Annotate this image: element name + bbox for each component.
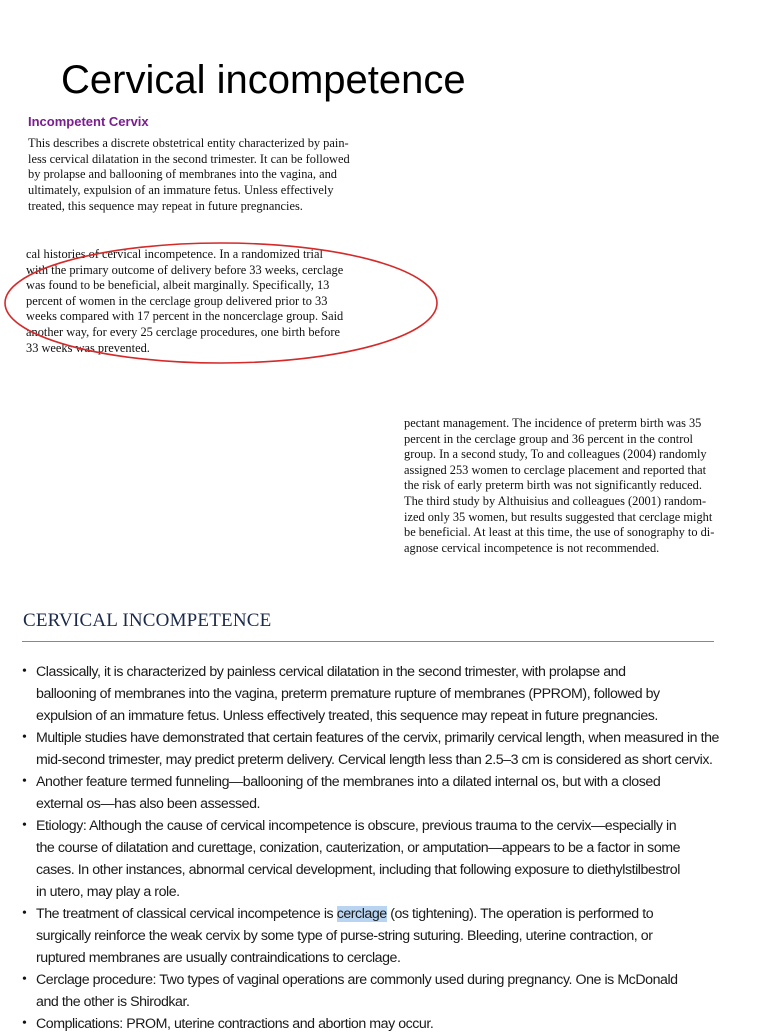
highlighted-term: cerclage [336, 906, 387, 922]
bullet-item [22, 661, 714, 727]
excerpt-line: agnose cervical incompetence is not recommended. [404, 540, 660, 555]
bullet-line: in utero, may play a role. [36, 884, 180, 900]
excerpt-line: The third study by Althuisius and colleagues (2001) random- [404, 493, 707, 508]
excerpt-line: weeks compared with 17 percent in the noncerclage group. Said [26, 309, 344, 324]
bullet-line: surgically reinforce the weak cervix by some type of purse-string suturing. Bleeding, uterine contraction, or [36, 928, 653, 944]
bullet-line: ballooning of membranes into the vagina, preterm premature rupture of membranes (PPROM), followed by [36, 686, 660, 702]
bullet-icon: • [22, 972, 27, 987]
textbook-excerpt-incompetent-cervix [28, 114, 384, 215]
bullet-line: Multiple studies have demonstrated that certain features of the cervix, primarily cervical length, when measured in the [36, 730, 719, 746]
excerpt-line: with the primary outcome of delivery before 33 weeks, cerclage [26, 262, 344, 277]
bullet-icon: • [22, 730, 27, 745]
bullet-line: Complications: PROM, uterine contractions and abortion may occur. [36, 1016, 434, 1032]
bullet-item [22, 771, 714, 815]
excerpt-heading: Incompetent Cervix [28, 114, 149, 129]
bullet-text: The treatment of classical cervical incompetence is [36, 906, 337, 922]
bullet-item [22, 969, 714, 1013]
bullet-line: Classically, it is characterized by painless cervical dilatation in the second trimester, with prolapse and [36, 664, 626, 680]
bullet-line: the course of dilatation and curettage, conization, cauterization, or amputation—appears to be a factor in some [36, 840, 681, 856]
bullet-item [22, 815, 714, 903]
slide-title: Cervical incompetence [61, 58, 466, 102]
section-divider [22, 641, 714, 642]
excerpt-line: ultimately, expulsion of an immature fetus. Unless effectively [28, 183, 334, 198]
excerpt-line: was found to be beneficial, albeit marginally. Specifically, 13 [26, 278, 330, 293]
excerpt-line: treated, this sequence may repeat in future pregnancies. [28, 198, 303, 213]
excerpt-line: percent in the cerclage group and 36 percent in the control [404, 431, 693, 446]
excerpt-line: 33 weeks was prevented. [26, 340, 150, 355]
excerpt-line: by prolapse and ballooning of membranes into the vagina, and [28, 167, 337, 182]
bullet-line [36, 903, 714, 925]
excerpt-line: percent of women in the cerclage group delivered prior to 33 [26, 293, 328, 308]
bullet-line: expulsion of an immature fetus. Unless effectively treated, this sequence may repeat in future pregnancies. [36, 708, 658, 724]
cervical-incompetence-section [22, 610, 719, 1035]
excerpt-body [404, 416, 760, 556]
bullet-item [22, 903, 714, 969]
excerpt-body [26, 247, 386, 356]
excerpt-line: assigned 253 women to cerclage placement and reported that [404, 462, 707, 477]
bullet-line: Etiology: Although the cause of cervical incompetence is obscure, previous trauma to the cervix—especially in [36, 818, 677, 834]
excerpt-body [28, 136, 384, 215]
excerpt-line: pectant management. The incidence of preterm birth was 35 [404, 416, 702, 430]
bullet-item [22, 727, 719, 771]
excerpt-line: cal histories of cervical incompetence. In a randomized trial [26, 247, 323, 261]
excerpt-line: group. In a second study, To and colleagues (2004) randomly [404, 447, 707, 462]
excerpt-line: ized only 35 women, but results suggested that cerclage might [404, 509, 713, 524]
textbook-excerpt-randomized-trial [26, 247, 386, 356]
section-heading: CERVICAL INCOMPETENCE [23, 610, 272, 631]
bullet-icon: • [22, 664, 27, 679]
excerpt-line: the risk of early preterm birth was not significantly reduced. [404, 478, 702, 493]
bullet-icon: • [22, 818, 27, 833]
excerpt-line: another way, for every 25 cerclage procedures, one birth before [26, 324, 340, 339]
bullet-line: Another feature termed funneling—ballooning of the membranes into a dilated internal os, but with a closed [36, 774, 661, 790]
bullet-icon: • [22, 774, 27, 789]
bullet-line: ruptured membranes are usually contraindications to cerclage. [36, 950, 401, 966]
bullet-line: mid-second trimester, may predict preterm delivery. Cervical length less than 2.5–3 cm is considered as short cervix. [36, 752, 713, 768]
bullet-line: Cerclage procedure: Two types of vaginal operations are commonly used during pregnancy. One is McDonald [36, 972, 678, 988]
excerpt-line: be beneficial. At least at this time, the use of sonography to di- [404, 525, 715, 540]
bullet-line: external os—has also been assessed. [36, 796, 261, 812]
bullet-icon: • [22, 1016, 27, 1031]
excerpt-line: less cervical dilatation in the second trimester. It can be followed [28, 151, 350, 166]
bullet-line: and the other is Shirodkar. [36, 994, 190, 1010]
bullet-item [22, 1013, 714, 1035]
bullet-list [22, 661, 719, 1035]
bullet-line: cases. In other instances, abnormal cervical development, including that following exposure to diethylstilbestrol [36, 862, 680, 878]
bullet-icon: • [22, 906, 27, 921]
bullet-text: (os tightening). The operation is performed to [386, 906, 654, 922]
excerpt-line: This describes a discrete obstetrical entity characterized by pain- [28, 136, 349, 150]
textbook-excerpt-sonography [404, 416, 760, 556]
